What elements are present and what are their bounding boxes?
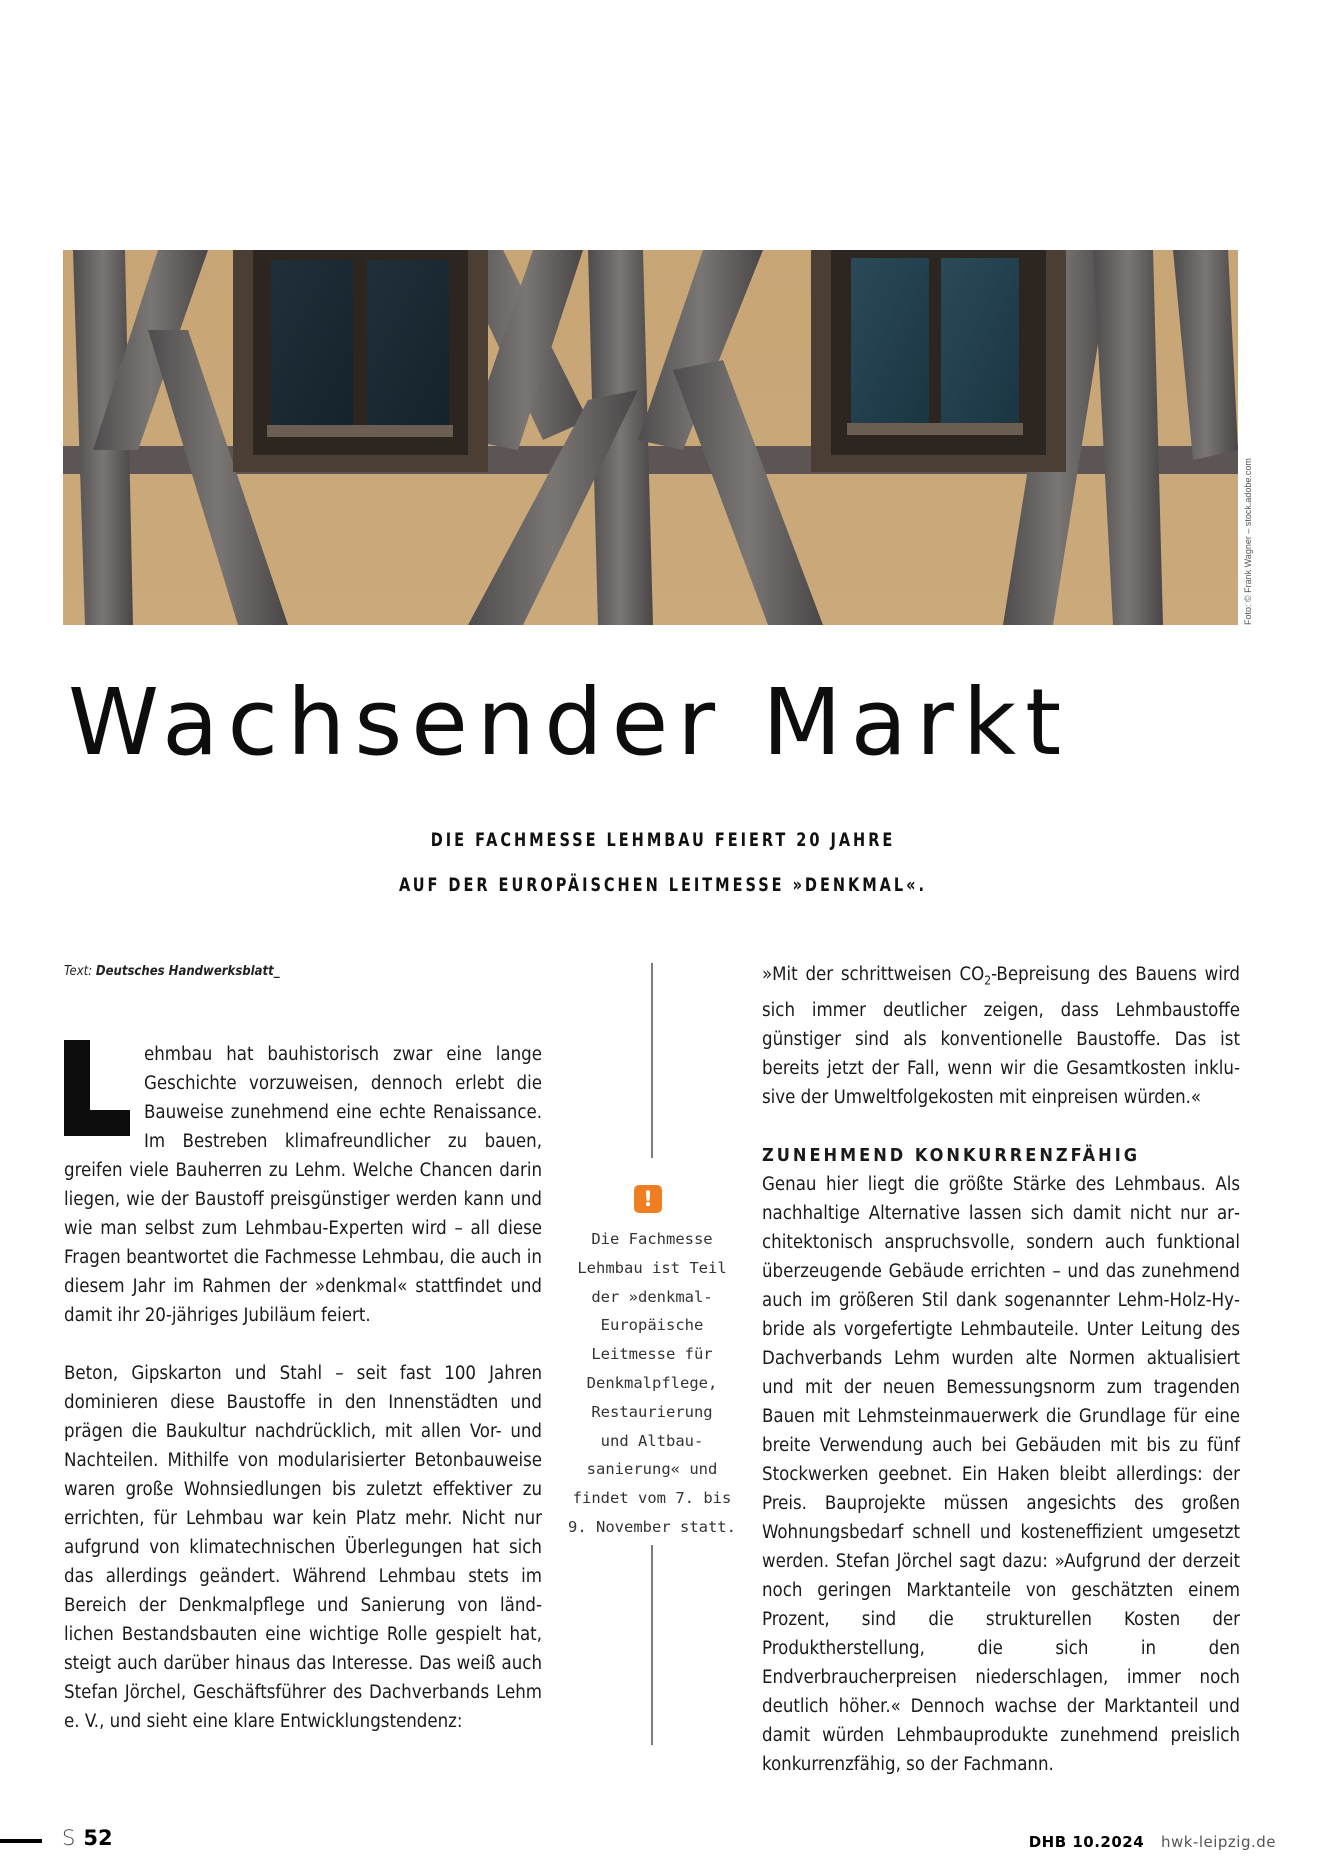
infobox-line: Restaurierung bbox=[591, 1402, 713, 1421]
page-number-value: 52 bbox=[83, 1826, 113, 1850]
infobox bbox=[555, 1225, 749, 1542]
infobox-line: und Altbau- bbox=[600, 1431, 704, 1450]
infobox-line: sanierung« und bbox=[586, 1460, 718, 1479]
section-heading: ZUNEHMEND KONKURRENZFÄHIG bbox=[762, 1144, 1141, 1166]
byline-author: Deutsches Handwerksblatt_ bbox=[95, 964, 280, 979]
divider-line-top bbox=[651, 963, 653, 1158]
infobox-line: Denkmalpflege, bbox=[586, 1373, 718, 1392]
byline-label: Text: bbox=[64, 964, 93, 979]
subtitle-line-1: DIE FACHMESSE LEHMBAU FEIERT 20 JAHRE bbox=[430, 829, 896, 851]
infobox-line: 9. November statt. bbox=[568, 1517, 736, 1536]
infobox-line: Die Fachmesse bbox=[591, 1230, 713, 1248]
infobox-line: Lehmbau ist Teil bbox=[577, 1258, 727, 1277]
quote-text-pre: »Mit der schrittweisen CO bbox=[762, 964, 985, 985]
page-title: Wachsender Markt bbox=[68, 669, 1071, 776]
infobox-line: Europäische bbox=[600, 1316, 704, 1335]
quote-subscript: 2 bbox=[984, 973, 992, 988]
intro-text: ehmbau hat bauhistorisch zwar eine lange Geschichte vorzuweisen, dennoch erlebt die Bauweise zunehmend eine echte Renaissance. Im Bestreben klimafreundlicher zu bauen, greifen viele Bauherren zu Lehm. Welche Chancen darin liegen, wie der Baustoff preisgünstiger werden kann und wie man selbst zum Lehmbau-Experten wird – all diese Fragen beantwortet die Fachmesse Lehmbau, die auch in diesem Jahr im Rahmen der »denkmal« stattfindet und damit ihr 20-jähriges Jubiläum feiert. bbox=[64, 1044, 542, 1326]
footer-rule bbox=[0, 1839, 42, 1843]
infobox-line: der »denkmal- bbox=[591, 1287, 713, 1306]
hero-photo bbox=[63, 250, 1238, 625]
intro-paragraph bbox=[64, 1040, 542, 1330]
byline bbox=[64, 964, 280, 979]
drop-cap-letter bbox=[64, 1040, 124, 1136]
issue-label: DHB 10.2024 bbox=[1028, 1833, 1145, 1851]
half-timbered-wall-illustration bbox=[63, 250, 1238, 625]
quote-text-post: -Bepreisung des Bauens wird sich immer deutlicher zeigen, dass Lehmbaustoffe günstiger sind als konventionelle Baustoffe. Das ist bereits jetzt der Fall, wenn wir die Gesamtkosten inklusive der Umweltfolgekosten mit einpreisen würden.« bbox=[762, 964, 1241, 1108]
article-column-right bbox=[762, 960, 1240, 1779]
website-link[interactable]: hwk-leipzig.de bbox=[1160, 1833, 1276, 1851]
infobox-line: Leitmesse für bbox=[591, 1345, 713, 1364]
article-column-left bbox=[64, 1040, 542, 1736]
section-body: Genau hier liegt die größte Stärke des Lehmbaus. Als nachhaltige Alternative lassen sich damit nicht nur architektonisch anspruchsvolle, sondern auch funktional überzeugende Gebäude errichten – und das zunehmend auch im größeren Stil dank sogenannter Lehm-Holz-Hybride als vorgefertigte Lehmbauteile. Unter Leitung des Dachverbands Lehm wurden alte Normen aktualisiert und mit der neuen Bemessungsnorm zum tragenden Bauen mit Lehmsteinmauerwerk die Grundlage für eine breite Verwendung auch bei Gebäuden mit bis zu fünf Stockwerken geebnet. Ein Haken bleibt allerdings: der Preis. Bauprojekte müssen angesichts des großen Wohnungsbedarf schnell und kosteneffizient umgesetzt werden. Stefan Jörchel sagt dazu: »Aufgrund der derzeit noch geringen Marktanteile von geschätzten einem Prozent, sind die strukturellen Kosten der Produktherstellung, die sich in den Endverbraucherpreisen niederschlagen, immer noch deutlich höher.« Dennoch wachse der Marktanteil und damit würden Lehmbauprodukte zunehmend preislich konkurrenzfähig, so der Fachmann. bbox=[762, 1173, 1240, 1775]
photo-credit: Foto: © Frank Wagner – stock.adobe.com bbox=[1243, 458, 1253, 625]
body-paragraph: Beton, Gipskarton und Stahl – seit fast 100 Jahren dominieren diese Baustoffe in den Innenstädten und prägen die Baukultur nachdrücklich, mit allen Vor- und Nachteilen. Mithilfe von modularisierter Betonbauweise waren große Wohnsiedlungen bis zuletzt effektiver zu errichten, für Lehmbau war kein Platz mehr. Nicht nur aufgrund von klimatechnischen Überlegungen hat sich das allerdings geändert. Während Lehmbau stets im Bereich der Denkmalpflege und Sanierung von ländlichen Bestandsbauten eine wichtige Rolle gespielt hat, steigt auch darüber hinaus das Interesse. Das weiß auch Stefan Jörchel, Geschäftsführer des Dachverbands Lehm e. V., und sieht eine klare Entwicklungstendenz: bbox=[64, 1363, 542, 1732]
footer-publication bbox=[1029, 1833, 1276, 1851]
page-prefix: S bbox=[62, 1826, 76, 1850]
exclamation-icon: ! bbox=[634, 1185, 662, 1213]
subtitle-line-2: AUF DER EUROPÄISCHEN LEITMESSE »DENKMAL«. bbox=[398, 874, 927, 896]
divider-line-bottom bbox=[651, 1545, 653, 1745]
infobox-line: findet vom 7. bis bbox=[572, 1489, 732, 1508]
page-number bbox=[62, 1826, 113, 1850]
subtitle bbox=[0, 818, 1326, 908]
quote-paragraph bbox=[762, 960, 1240, 1112]
